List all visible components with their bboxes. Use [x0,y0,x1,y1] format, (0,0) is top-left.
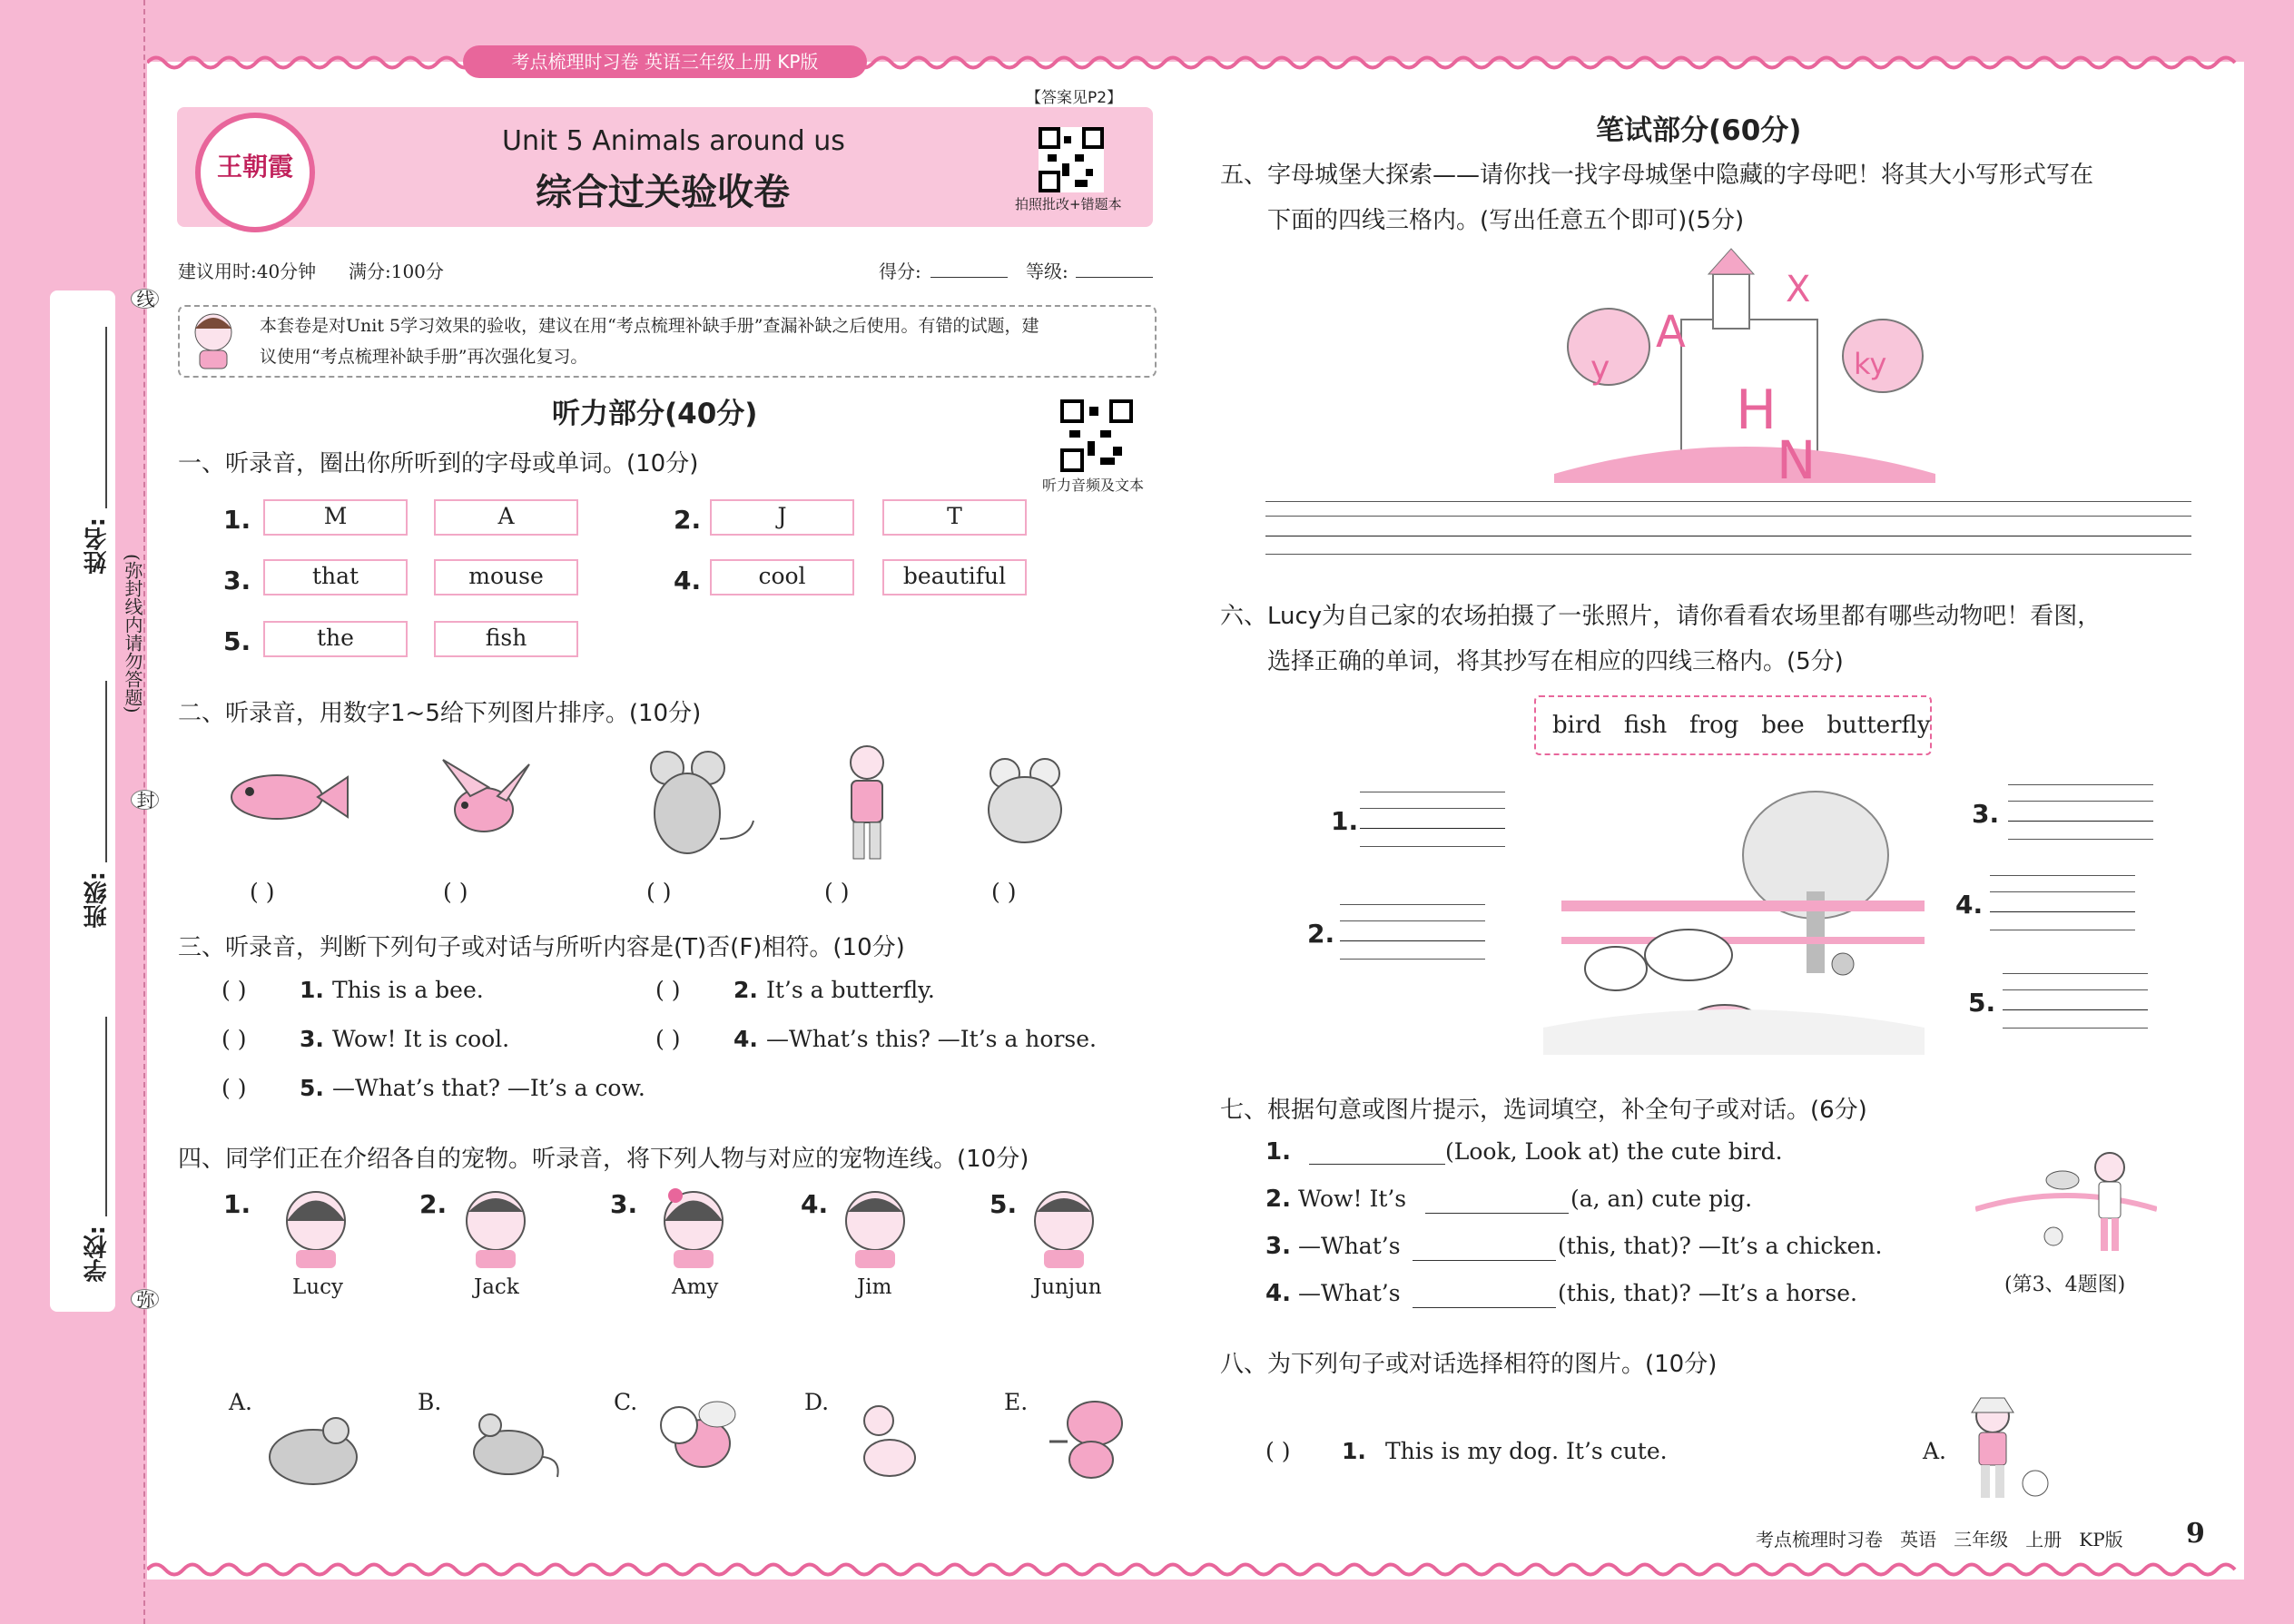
pet-butterfly-icon[interactable] [1040,1396,1131,1487]
q3-num-1: 1. [300,977,324,1003]
q1-row4-num: 4. [674,566,702,595]
q1-row2-option-b[interactable]: T [882,499,1027,536]
q6-blank-4-line-a[interactable] [1990,875,2135,876]
score-label: 得分: [879,261,921,282]
q3-paren-4[interactable]: ( ) [655,1026,681,1052]
q3-text-2: It’s a butterfly. [766,977,935,1003]
q6-label-4: 4. [1955,890,1984,920]
q3-num-5: 5. [300,1075,324,1101]
q3-paren-1[interactable]: ( ) [222,977,247,1003]
q2-blank-1[interactable]: ( ) [250,879,275,905]
q6-label-3: 3. [1972,799,2000,829]
svg-text:N: N [1777,429,1816,483]
q8-option-a-label: A. [1923,1438,1947,1464]
kid-face-lucy-icon[interactable] [280,1185,352,1271]
page-number: 9 [2186,1518,2205,1550]
kid-face-junjun-icon[interactable] [1028,1185,1100,1271]
q5-writing-line-2[interactable] [1265,516,2191,517]
q2-blank-5[interactable]: ( ) [991,879,1017,905]
header-tab: 考点梳理时习卷 英语三年级上册 KP版 [463,45,867,78]
q6-label-1: 1. [1331,806,1359,836]
q4-kid5-name: Junjun [1033,1275,1102,1299]
q4-kid2-name: Jack [474,1275,519,1299]
q2-title: 二、听录音，用数字1~5给下列图片排序。(10分) [178,700,702,727]
kid-face-jim-icon[interactable] [839,1185,911,1271]
q1-row4-option-a[interactable]: cool [710,559,854,595]
q6-blank-3-line-d[interactable] [2008,839,2153,840]
q6-title: 六、Lucy为自己家的农场拍摄了一张照片，请你看看农场里都有哪些动物吧！看图， [1220,603,2102,630]
q6-label-2: 2. [1307,919,1335,949]
q6-blank-1-line-c[interactable] [1360,828,1505,829]
frog-icon [976,752,1076,851]
publisher-logo [195,113,315,232]
q6-blank-3-line-b[interactable] [2008,801,2153,802]
seal-line-marker: 线 [131,289,159,309]
q1-row2-num: 2. [674,505,702,535]
q6-blank-4-line-c[interactable] [1990,911,2135,912]
pet-bee-icon[interactable] [652,1389,743,1480]
written-section-title: 笔试部分(60分) [1596,114,1802,147]
q7-title: 七、根据句意或图片提示，选词填空，补全句子或对话。(6分) [1220,1097,1867,1124]
q3-paren-2[interactable]: ( ) [655,977,681,1003]
q1-row2-option-a[interactable]: J [710,499,854,536]
q1-row1-option-b[interactable]: A [434,499,578,536]
q4-kid3-num: 3. [610,1189,638,1219]
q8-paren-1[interactable]: ( ) [1265,1438,1291,1464]
q6-blank-5-line-b[interactable] [2003,989,2148,990]
q5-title-line2: 下面的四线三格内。(写出任意五个即可)(5分) [1267,207,1745,234]
listening-qr-caption: 听力音频及文本 [1042,477,1145,494]
q5-writing-line-1[interactable] [1265,501,2191,502]
q4-kid3-name: Amy [672,1275,719,1299]
score-blank[interactable] [930,277,1008,278]
note-line-2: 议使用“考点梳理补缺手册”再次强化复习。 [260,347,588,367]
name-label: 姓名: [84,517,111,575]
full-marks-meta: 满分:100分 [349,261,444,282]
unit-title: Unit 5 Animals around us [502,125,845,157]
seal-feng-marker: 封 [131,790,159,810]
letter-castle-illustration [1554,247,1935,483]
name-line[interactable] [105,327,107,508]
listening-section-title: 听力部分(40分) [552,398,758,430]
time-meta: 建议用时:40分钟 [178,261,317,282]
q5-writing-line-4[interactable] [1265,554,2191,555]
svg-text:H: H [1736,379,1777,442]
q7-hint-2: (a, an) cute pig. [1570,1186,1753,1212]
q1-row5-option-a[interactable]: the [263,621,408,657]
q1-row3-num: 3. [223,566,251,595]
q4-kid4-num: 4. [801,1189,829,1219]
q4-pet-label-b: B. [418,1389,442,1415]
q4-kid5-num: 5. [989,1189,1018,1219]
q6-blank-3-line-a[interactable] [2008,784,2153,785]
fish-icon [222,761,350,833]
q3-num-3: 3. [300,1026,324,1052]
q4-pet-label-c: C. [614,1389,638,1415]
svg-text:ky: ky [1854,347,1887,381]
q8-title: 八、为下列句子或对话选择相符的图片。(10分) [1220,1351,1718,1378]
q7-num-3: 3. [1265,1233,1291,1260]
q3-text-4: —What’s this? —It’s a horse. [766,1026,1097,1052]
q2-blank-2[interactable]: ( ) [443,879,468,905]
q6-blank-3-line-c[interactable] [2008,821,2153,822]
footer-text: 考点梳理时习卷 英语 三年级 上册 KP版 [1756,1529,2123,1550]
q2-blank-4[interactable]: ( ) [824,879,850,905]
q4-kid1-name: Lucy [292,1275,343,1299]
q7-hint-4: (this, that)? —It’s a horse. [1558,1280,1857,1306]
q6-word-bank-text: bird fish frog bee butterfly [1552,712,1931,739]
q7-num-4: 4. [1265,1280,1291,1307]
q3-text-5: —What’s that? —It’s a cow. [332,1075,645,1101]
q7-hint-3: (this, that)? —It’s a chicken. [1558,1233,1883,1259]
q7-num-1: 1. [1265,1138,1291,1166]
q6-blank-5-line-c[interactable] [2003,1009,2148,1010]
q4-pet-label-a: A. [229,1389,253,1415]
svg-text:X: X [1786,269,1811,310]
q7-pre-4: —What’s [1298,1280,1401,1306]
paper-title: 综合过关验收卷 [536,172,790,213]
class-label: 班级: [84,871,111,929]
boy-pointing-illustration [1975,1146,2157,1264]
sealing-warning: (弥封线内请勿答题) [122,554,143,714]
q6-blank-5-line-d[interactable] [2003,1028,2148,1029]
q5-title: 五、字母城堡大探索——请你找一找字母城堡中隐藏的字母吧！将其大小写形式写在 [1220,162,2094,189]
q6-blank-2-line-a[interactable] [1340,904,1485,905]
q4-kid1-num: 1. [223,1189,251,1219]
q6-blank-2-line-d[interactable] [1340,959,1485,960]
grade-blank[interactable] [1076,277,1153,278]
logo-text: 王朝霞 [216,152,293,182]
q7-illustration-caption: (第3、4题图) [2004,1274,2126,1296]
school-label: 学校: [84,1225,111,1283]
q7-hint-1: (Look, Look at) the cute bird. [1445,1138,1783,1165]
svg-text:y: y [1590,349,1610,387]
q8-num-1: 1. [1342,1438,1366,1464]
q6-blank-4-line-b[interactable] [1990,891,2135,892]
q3-paren-3[interactable]: ( ) [222,1026,247,1052]
q4-kid4-name: Jim [857,1275,892,1299]
pet-mouse-icon[interactable] [463,1403,563,1484]
qr-caption-top: 拍照批改+错题本 [1015,196,1122,212]
dashed-binding-line [143,0,145,1624]
q6-blank-2-line-b[interactable] [1340,920,1485,921]
q1-row3-option-b[interactable]: mouse [434,559,578,595]
farm-scene-illustration [1543,782,1925,1055]
q1-row5-num: 5. [223,626,251,656]
q6-blank-1-line-b[interactable] [1360,808,1505,809]
q7-pre-2: Wow! It’s [1298,1186,1407,1212]
q7-pre-3: —What’s [1298,1233,1401,1259]
q2-blank-3[interactable]: ( ) [646,879,672,905]
q3-text-3: Wow! It is cool. [332,1026,510,1052]
girl-with-dog-icon[interactable] [1952,1396,2052,1505]
q1-row3-option-a[interactable]: that [263,559,408,595]
seal-mi-marker: 弥 [131,1289,159,1309]
q6-title-line2: 选择正确的单词，将其抄写在相应的四线三格内。(5分) [1267,648,1844,675]
q7-blank-3[interactable] [1413,1260,1556,1261]
q4-pet-label-e: E. [1004,1389,1029,1415]
q3-num-4: 4. [733,1026,758,1052]
q1-row5-option-b[interactable]: fish [434,621,578,657]
q7-blank-4[interactable] [1413,1307,1556,1308]
q4-kid2-num: 2. [419,1189,448,1219]
note-line-1: 本套卷是对Unit 5学习效果的验收，建议在用“考点梳理补缺手册”查漏补缺之后使用。有错的试题，建 [260,316,1039,336]
q3-num-2: 2. [733,977,758,1003]
q3-text-1: This is a bee. [332,977,484,1003]
kid-face-amy-icon[interactable] [657,1185,730,1271]
q1-row1-num: 1. [223,505,251,535]
listening-qr-icon[interactable] [1060,399,1133,472]
zigzag-border-top [147,53,2244,73]
svg-text:A: A [1656,307,1686,358]
pet-frog-icon[interactable] [263,1407,363,1489]
q3-title: 三、听录音，判断下列句子或对话与所听内容是(T)否(F)相符。(10分) [178,934,905,961]
q6-blank-5-line-a[interactable] [2003,973,2148,974]
q4-pet-label-d: D. [804,1389,830,1415]
q7-num-2: 2. [1265,1186,1291,1213]
zigzag-border-bottom [147,1560,2244,1580]
grade-label: 等级: [1026,261,1068,282]
q1-row1-option-a[interactable]: M [263,499,408,536]
q3-paren-5[interactable]: ( ) [222,1075,247,1101]
q8-text-1: This is my dog. It’s cute. [1385,1438,1668,1464]
school-line[interactable] [105,1017,107,1216]
pet-duck-icon[interactable] [852,1398,924,1489]
girl-mascot-icon [186,307,241,370]
kid-face-jack-icon[interactable] [459,1185,532,1271]
q7-blank-1[interactable] [1309,1164,1445,1165]
q7-blank-2[interactable] [1425,1213,1569,1214]
girl-figure-icon [835,743,899,865]
bird-icon [434,755,534,846]
q6-blank-1-line-d[interactable] [1360,846,1505,847]
answer-reference: 【答案见P2】 [1026,89,1123,107]
q4-title: 四、同学们正在介绍各自的宠物。听录音，将下列人物与对应的宠物连线。(10分) [178,1146,1029,1173]
q6-label-5: 5. [1968,988,1996,1018]
q6-blank-2-line-c[interactable] [1340,940,1485,941]
qr-code-icon[interactable] [1039,127,1104,192]
mouse-icon [640,748,758,857]
class-line[interactable] [105,681,107,862]
q1-title: 一、听录音，圈出你所听到的字母或单词。(10分) [178,450,699,477]
q1-row4-option-b[interactable]: beautiful [882,559,1027,595]
